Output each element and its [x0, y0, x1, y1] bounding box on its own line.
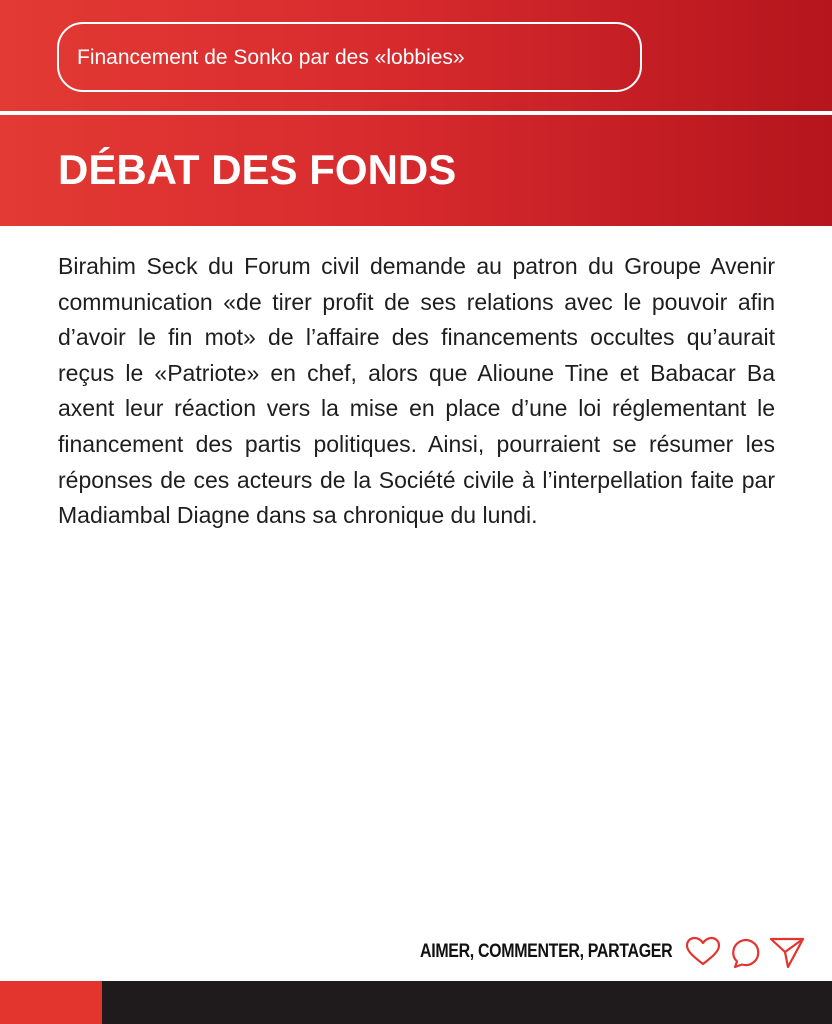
call-to-action-label: AIMER, COMMENTER, PARTAGER	[419, 941, 672, 962]
share-icon[interactable]	[768, 933, 806, 971]
headline: DÉBAT DES FONDS	[58, 146, 457, 193]
footer-bar	[102, 981, 832, 1024]
topic-tag	[57, 22, 642, 92]
footer-accent-bar	[0, 981, 102, 1024]
article-body: Birahim Seck du Forum civil demande au patron du Groupe Avenir communication «de tirer profit de ses relations avec le pouvoir afin d’avoir le fin mot» de l’affaire des financements occultes qu’aurait reçus le «Patriote» en chef, alors que Alioune Tine et Babacar Ba axent leur réaction vers la mise en place d’une loi réglementant le financement des partis politiques. Ainsi, pourraient se résumer les réponses de ces acteurs de la Société civile à l’interpellation faite par Madiambal Diagne dans sa chronique du lundi.	[58, 253, 775, 529]
social-actions	[372, 933, 806, 971]
heart-icon[interactable]	[684, 933, 722, 971]
comment-icon[interactable]	[726, 933, 764, 971]
header-divider	[0, 111, 832, 115]
topic-tag-label: Financement de Sonko par des «lobbies»	[77, 46, 465, 69]
header-banner	[0, 0, 832, 226]
